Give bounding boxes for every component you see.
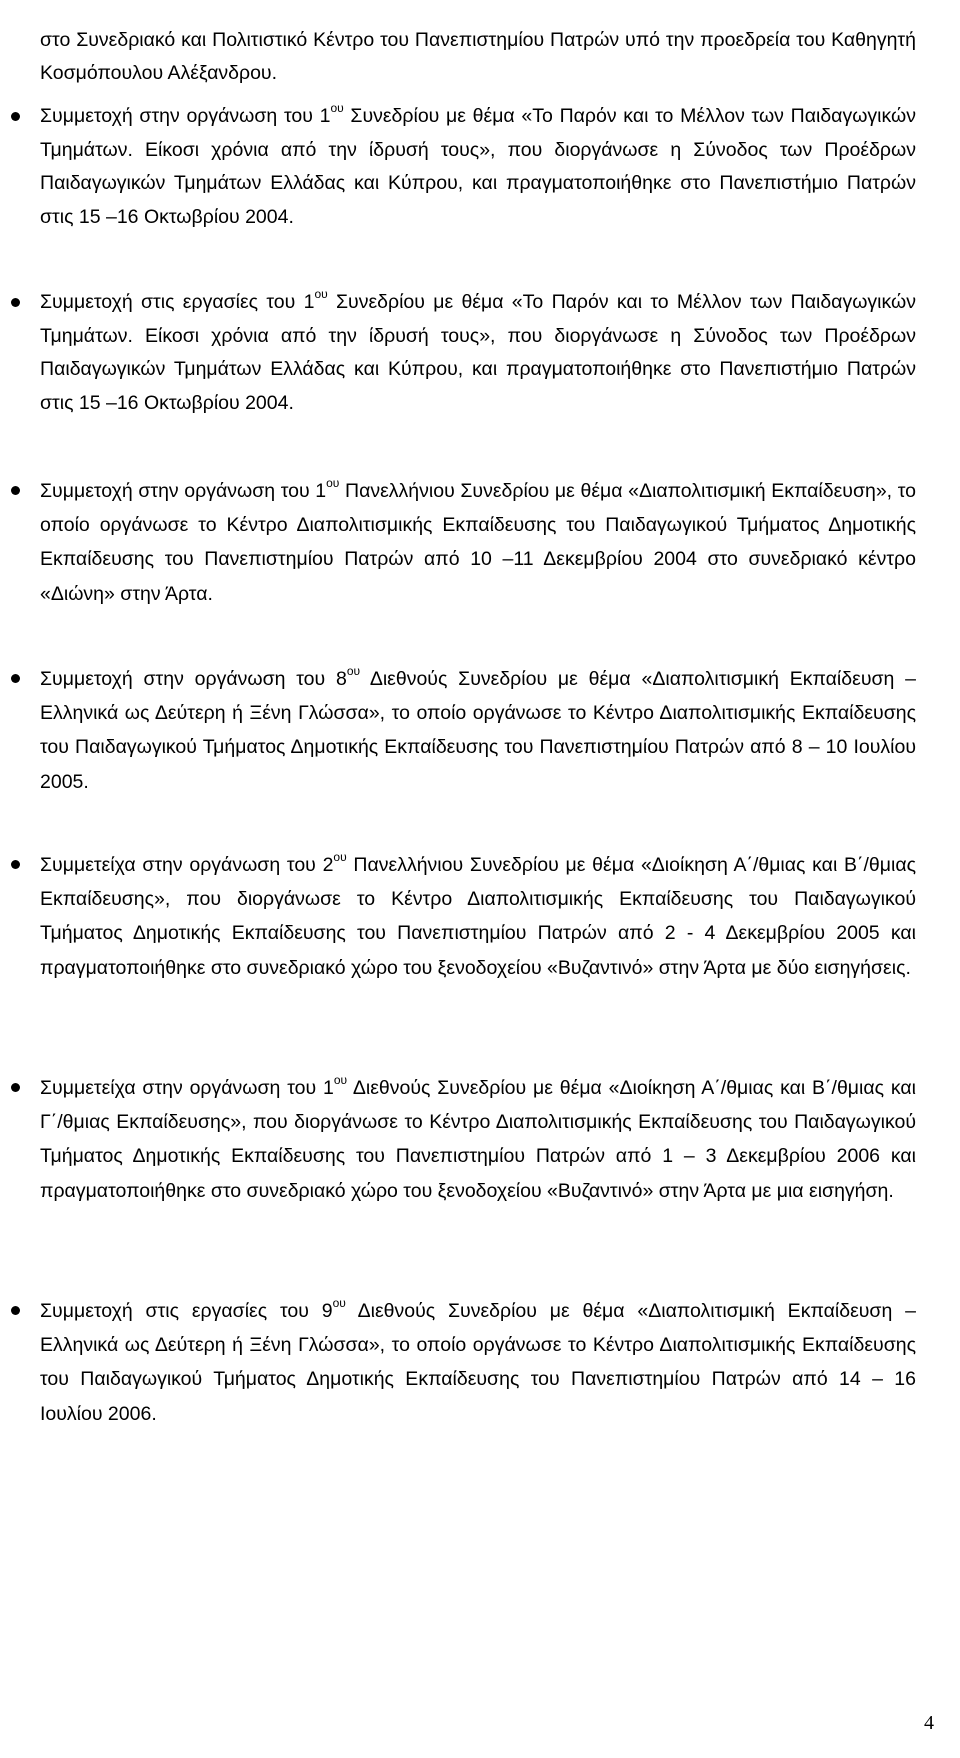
- ordinal-suffix: ου: [314, 286, 328, 301]
- ordinal-suffix: ου: [326, 475, 340, 490]
- list-item-text: [40, 474, 916, 611]
- list-item-body: Συνεδρίου με θέμα «Το Παρόν και το Μέλλον των Παιδαγωγικών Τμημάτων. Είκοσι χρόνια από την ίδρυσή τους», που διοργάνωσε η Σύνοδος των Προέδρων Παιδαγωγικών Τμημάτων Ελλάδας και Κύπρου, και πραγματοποιήθηκε στο Πανεπιστήμιο Πατρών στις 15 –16 Οκτωβρίου 2004.: [40, 291, 916, 414]
- list-item-lead: Συμμετείχα στην οργάνωση του 1: [40, 1077, 334, 1099]
- list-item-lead: Συμμετοχή στην οργάνωση του 1: [40, 480, 327, 502]
- bullet-icon: [11, 860, 20, 869]
- list-item-text: [40, 100, 916, 234]
- lead-paragraph: στο Συνεδριακό και Πολιτιστικό Κέντρο του Πανεπιστημίου Πατρών υπό την προεδρεία του Καθηγητή Κοσμόπουλου Αλέξανδρου.: [40, 28, 916, 85]
- bullet-icon: [11, 298, 20, 307]
- list-item-text: [40, 662, 916, 799]
- list-item-lead: Συμμετοχή στις εργασίες του 9: [40, 1300, 333, 1322]
- list-item-lead: Συμμετοχή στην οργάνωση του 8: [40, 668, 347, 690]
- list-item-lead: Συμμετοχή στην οργάνωση του 1: [40, 105, 331, 127]
- list-item-text: [40, 848, 916, 985]
- list-item-lead: Συμμετείχα στην οργάνωση του 2: [40, 854, 334, 876]
- page-number: 4: [924, 1712, 934, 1734]
- bullet-icon: [11, 112, 20, 121]
- ordinal-suffix: ου: [332, 1295, 346, 1310]
- list-item-body: Διεθνούς Συνεδρίου με θέμα «Διοίκηση Α΄/θμιας και Β΄/θμιας και Γ΄/θμιας Εκπαίδευσης», που διοργάνωσε το Κέντρο Διαπολιτισμικής Εκπαίδευσης του Παιδαγωγικού Τμήματος Δημοτικής Εκπαίδευσης του Πανεπιστημίου Πατρών από 1 – 3 Δεκεμβρίου 2006 και πραγματοποιήθηκε στο συνεδριακό χώρο του ξενοδοχείου «Βυζαντινό» στην Άρτα με μια εισηγήση.: [40, 1077, 916, 1202]
- list-item-text: [40, 1294, 916, 1431]
- bullet-icon: [11, 1083, 20, 1092]
- ordinal-suffix: ου: [346, 663, 361, 678]
- ordinal-suffix: ου: [330, 100, 344, 115]
- bullet-icon: [11, 674, 20, 683]
- list-item-text: [40, 1071, 916, 1208]
- list-item-text: [40, 286, 916, 420]
- ordinal-suffix: ου: [333, 849, 347, 864]
- list-item-body: Διεθνούς Συνεδρίου με θέμα «Διαπολιτισμική Εκπαίδευση – Ελληνικά ως Δεύτερη ή Ξένη Γλώσσα», το οποίο οργάνωσε το Κέντρο Διαπολιτισμικής Εκπαίδευσης του Παιδαγωγικού Τμήματος Δημοτικής Εκπαίδευσης του Πανεπιστημίου Πατρών από 14 – 16 Ιουλίου 2006.: [40, 1300, 916, 1425]
- bullet-icon: [11, 1306, 20, 1315]
- list-item-body: Πανελλήνιου Συνεδρίου με θέμα «Διοίκηση Α΄/θμιας και Β΄/θμιας Εκπαίδευσης», που διοργάνωσε το Κέντρο Διαπολιτισμικής Εκπαίδευσης του Παιδαγωγικού Τμήματος Δημοτικής Εκπαίδευσης του Πανεπιστημίου Πατρών από 2 - 4 Δεκεμβρίου 2005 και πραγματοποιήθηκε στο συνεδριακό χώρο του ξενοδοχείου «Βυζαντινό» στην Άρτα με δύο εισηγήσεις.: [40, 854, 917, 979]
- list-item-body: Πανελλήνιου Συνεδρίου με θέμα «Διαπολιτισμική Εκπαίδευση», το οποίο οργάνωσε το Κέντρο Διαπολιτισμικής Εκπαίδευσης του Παιδαγωγικού Τμήματος Δημοτικής Εκπαίδευσης του Πανεπιστημίου Πατρών από 10 –11 Δεκεμβρίου 2004 στο συνεδριακό κέντρο «Διώνη» στην Άρτα.: [40, 480, 916, 605]
- ordinal-suffix: ου: [333, 1072, 348, 1087]
- list-item-body: Διεθνούς Συνεδρίου με θέμα «Διαπολιτισμική Εκπαίδευση – Ελληνικά ως Δεύτερη ή Ξένη Γλώσσα», το οποίο οργάνωσε το Κέντρο Διαπολιτισμικής Εκπαίδευσης του Παιδαγωγικού Τμήματος Δημοτικής Εκπαίδευσης του Πανεπιστημίου Πατρών από 8 – 10 Ιουλίου 2005.: [40, 668, 917, 793]
- bullet-icon: [11, 486, 20, 495]
- list-item-lead: Συμμετοχή στις εργασίες του 1: [40, 291, 315, 313]
- list-item-body: Συνεδρίου με θέμα «Το Παρόν και το Μέλλον των Παιδαγωγικών Τμημάτων. Είκοσι χρόνια από την ίδρυσή τους», που διοργάνωσε η Σύνοδος των Προέδρων Παιδαγωγικών Τμημάτων Ελλάδας και Κύπρου, και πραγματοποιήθηκε στο Πανεπιστήμιο Πατρών στις 15 –16 Οκτωβρίου 2004.: [40, 105, 916, 228]
